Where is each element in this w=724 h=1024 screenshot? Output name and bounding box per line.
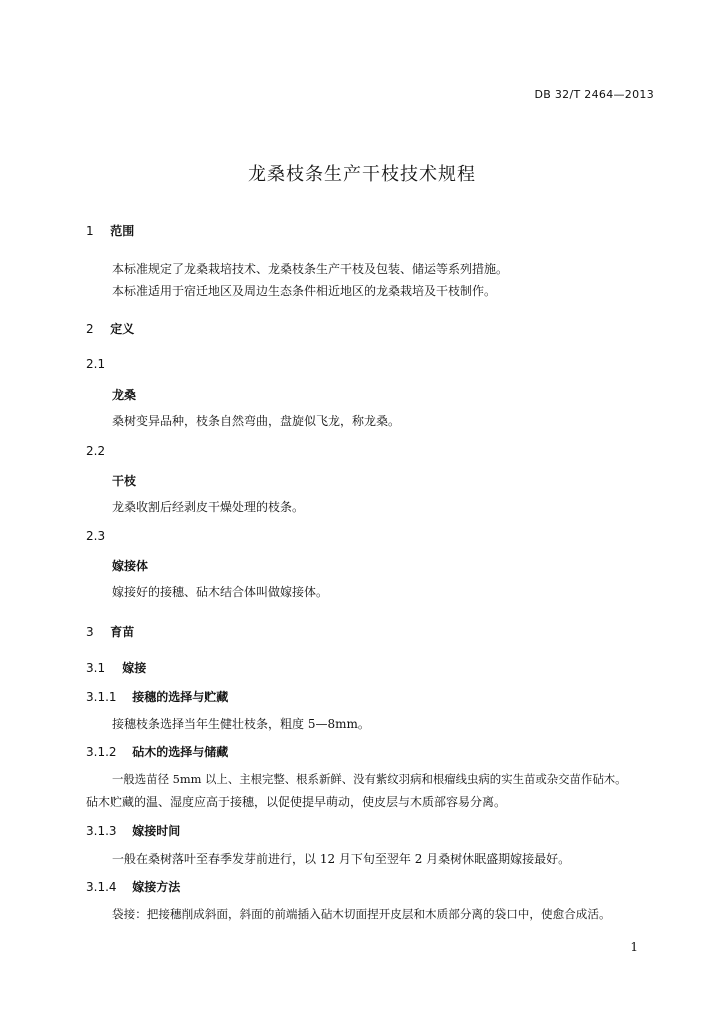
definition-text: 龙桑收割后经剥皮干燥处理的枝条。 (112, 500, 305, 514)
section-title: 嫁接 (122, 661, 147, 675)
paragraph: 一般在桑树落叶至春季发芽前进行，以 12 月下旬至翌年 2 月桑树休眠盛期嫁接最好。 (112, 852, 571, 866)
definition-text: 桑树变异品种，枝条自然弯曲，盘旋似飞龙，称龙桑。 (112, 414, 401, 428)
section-3-heading (86, 623, 134, 640)
definition-term: 干枝 (112, 474, 137, 488)
paragraph: 接穗枝条选择当年生健壮枝条，粗度 5—8mm。 (112, 717, 370, 731)
definition-term: 嫁接体 (112, 559, 149, 573)
section-number: 3.1 (86, 661, 106, 675)
subsection-3-1-4-heading (86, 878, 180, 895)
section-title: 嫁接方法 (132, 880, 181, 894)
section-title: 定义 (110, 322, 135, 336)
section-number: 3.1.4 (86, 880, 117, 894)
section-number: 3.1.1 (86, 690, 117, 704)
section-number: 2 (86, 322, 94, 336)
section-title: 范围 (110, 224, 135, 238)
subsection-3-1-3-heading (86, 822, 180, 839)
paragraph-continuation: 砧木贮藏的温、湿度应高于接穗，以促使提早萌动，使皮层与木质部容易分离。 (86, 795, 507, 809)
subsection-3-1-1-heading (86, 688, 228, 705)
definition-number: 2.1 (86, 357, 106, 371)
standard-code: DB 32/T 2464—2013 (534, 88, 654, 101)
section-title: 嫁接时间 (132, 824, 181, 838)
section-number: 3.1.2 (86, 745, 117, 759)
section-number: 1 (86, 224, 94, 238)
subsection-3-1-heading (86, 659, 146, 676)
section-2-heading (86, 320, 134, 337)
definition-term: 龙桑 (112, 388, 137, 402)
document-title: 龙桑枝条生产干枝技术规程 (248, 164, 476, 185)
section-1-heading (86, 222, 134, 239)
definition-number: 2.3 (86, 529, 106, 543)
section-number: 3 (86, 625, 94, 639)
paragraph: 本标准规定了龙桑栽培技术、龙桑枝条生产干枝及包装、储运等系列措施。 (112, 262, 509, 276)
section-number: 3.1.3 (86, 824, 117, 838)
paragraph: 一般选苗径 5mm 以上、主根完整、根系新鲜、没有紫纹羽病和根瘤线虫病的实生苗或杂交苗作砧木。 (112, 772, 627, 786)
section-title: 砧木的选择与储藏 (132, 745, 229, 759)
section-title: 接穗的选择与贮藏 (132, 690, 229, 704)
definition-text: 嫁接好的接穗、砧木结合体叫做嫁接体。 (112, 585, 329, 599)
paragraph: 本标准适用于宿迁地区及周边生态条件相近地区的龙桑栽培及干枝制作。 (112, 284, 497, 298)
subsection-3-1-2-heading (86, 743, 228, 760)
definition-number: 2.2 (86, 444, 106, 458)
page-number: 1 (630, 940, 638, 954)
paragraph: 袋接：把接穗削成斜面，斜面的前端插入砧木切面捏开皮层和木质部分离的袋口中，使愈合成活。 (112, 907, 611, 921)
section-title: 育苗 (110, 625, 135, 639)
